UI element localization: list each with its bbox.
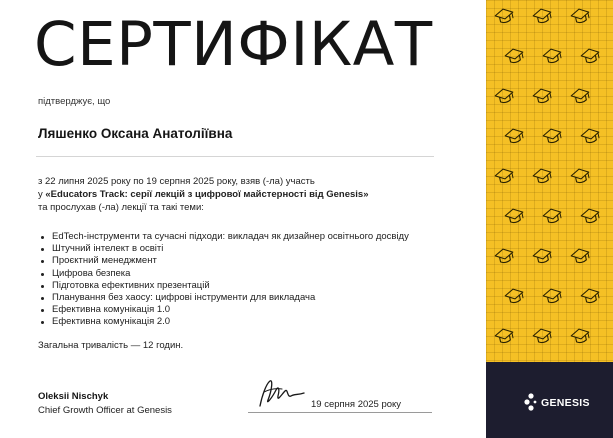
participation-text bbox=[38, 175, 448, 214]
topic-item: EdTech-інструменти та сучасні підходи: викладач як дизайнер освітнього досвіду bbox=[38, 231, 409, 243]
graduation-cap-icon bbox=[504, 47, 524, 64]
graduation-cap-icon bbox=[494, 87, 514, 104]
topics-intro: та прослухав (-ла) лекції та такі теми: bbox=[38, 202, 204, 213]
graduation-cap-icon bbox=[532, 7, 552, 24]
confirms-text: підтверджує, що bbox=[38, 96, 111, 107]
topic-item: Цифрова безпека bbox=[38, 268, 409, 280]
signer-role: Chief Growth Officer at Genesis bbox=[38, 405, 172, 416]
topic-item: Проєктний менеджмент bbox=[38, 255, 409, 267]
graduation-cap-icon bbox=[570, 87, 590, 104]
course-line bbox=[38, 188, 448, 201]
graduation-cap-icon bbox=[504, 127, 524, 144]
signature-date: 19 серпня 2025 року bbox=[311, 399, 402, 410]
graduation-cap-icon bbox=[542, 287, 562, 304]
graduation-cap-icon bbox=[504, 287, 524, 304]
signature-line bbox=[248, 412, 432, 413]
graduation-cap-icon bbox=[532, 247, 552, 264]
graduation-cap-icon bbox=[542, 47, 562, 64]
topics-list bbox=[38, 231, 409, 329]
graduation-cap-pattern bbox=[486, 0, 613, 362]
graduation-cap-icon bbox=[532, 327, 552, 344]
topic-item: Планування без хаосу: цифрові інструменти для викладача bbox=[38, 292, 409, 304]
graduation-cap-icon bbox=[532, 167, 552, 184]
participation-dates: з 22 липня 2025 року по 19 серпня 2025 року, взяв (-ла) участь bbox=[38, 176, 315, 187]
brand-name: GENESIS bbox=[541, 397, 590, 409]
topic-item: Підготовка ефективних презентацій bbox=[38, 280, 409, 292]
graduation-cap-icon bbox=[494, 167, 514, 184]
total-duration: Загальна тривалість — 12 годин. bbox=[38, 340, 184, 351]
divider bbox=[36, 156, 434, 157]
graduation-cap-icon bbox=[580, 287, 600, 304]
graduation-cap-icon bbox=[494, 247, 514, 264]
graduation-cap-icon bbox=[504, 207, 524, 224]
graduation-cap-icon bbox=[494, 7, 514, 24]
course-prefix: у bbox=[38, 189, 46, 200]
graduation-cap-icon bbox=[570, 167, 590, 184]
graduation-cap-icon bbox=[580, 207, 600, 224]
graduation-cap-icon bbox=[542, 127, 562, 144]
graduation-cap-icon bbox=[580, 127, 600, 144]
topic-item: Штучний інтелект в освіті bbox=[38, 243, 409, 255]
graduation-cap-icon bbox=[494, 327, 514, 344]
course-title: «Educators Track: серії лекцій з цифрової майстерності від Genesis» bbox=[45, 189, 369, 200]
graduation-cap-icon bbox=[580, 47, 600, 64]
signer-name: Oleksii Nischyk bbox=[38, 391, 109, 402]
recipient-name: Ляшенко Оксана Анатоліївна bbox=[38, 126, 233, 141]
signature-image bbox=[254, 376, 306, 410]
graduation-cap-icon bbox=[570, 7, 590, 24]
graduation-cap-icon bbox=[532, 87, 552, 104]
graduation-cap-icon bbox=[542, 207, 562, 224]
genesis-logo-icon bbox=[524, 393, 538, 411]
topic-item: Ефективна комунікація 2.0 bbox=[38, 316, 409, 328]
topic-item: Ефективна комунікація 1.0 bbox=[38, 304, 409, 316]
certificate-title: СЕРТИФІКАТ bbox=[34, 9, 433, 80]
graduation-cap-icon bbox=[570, 247, 590, 264]
decorative-pattern-panel bbox=[486, 0, 613, 362]
graduation-cap-icon bbox=[570, 327, 590, 344]
